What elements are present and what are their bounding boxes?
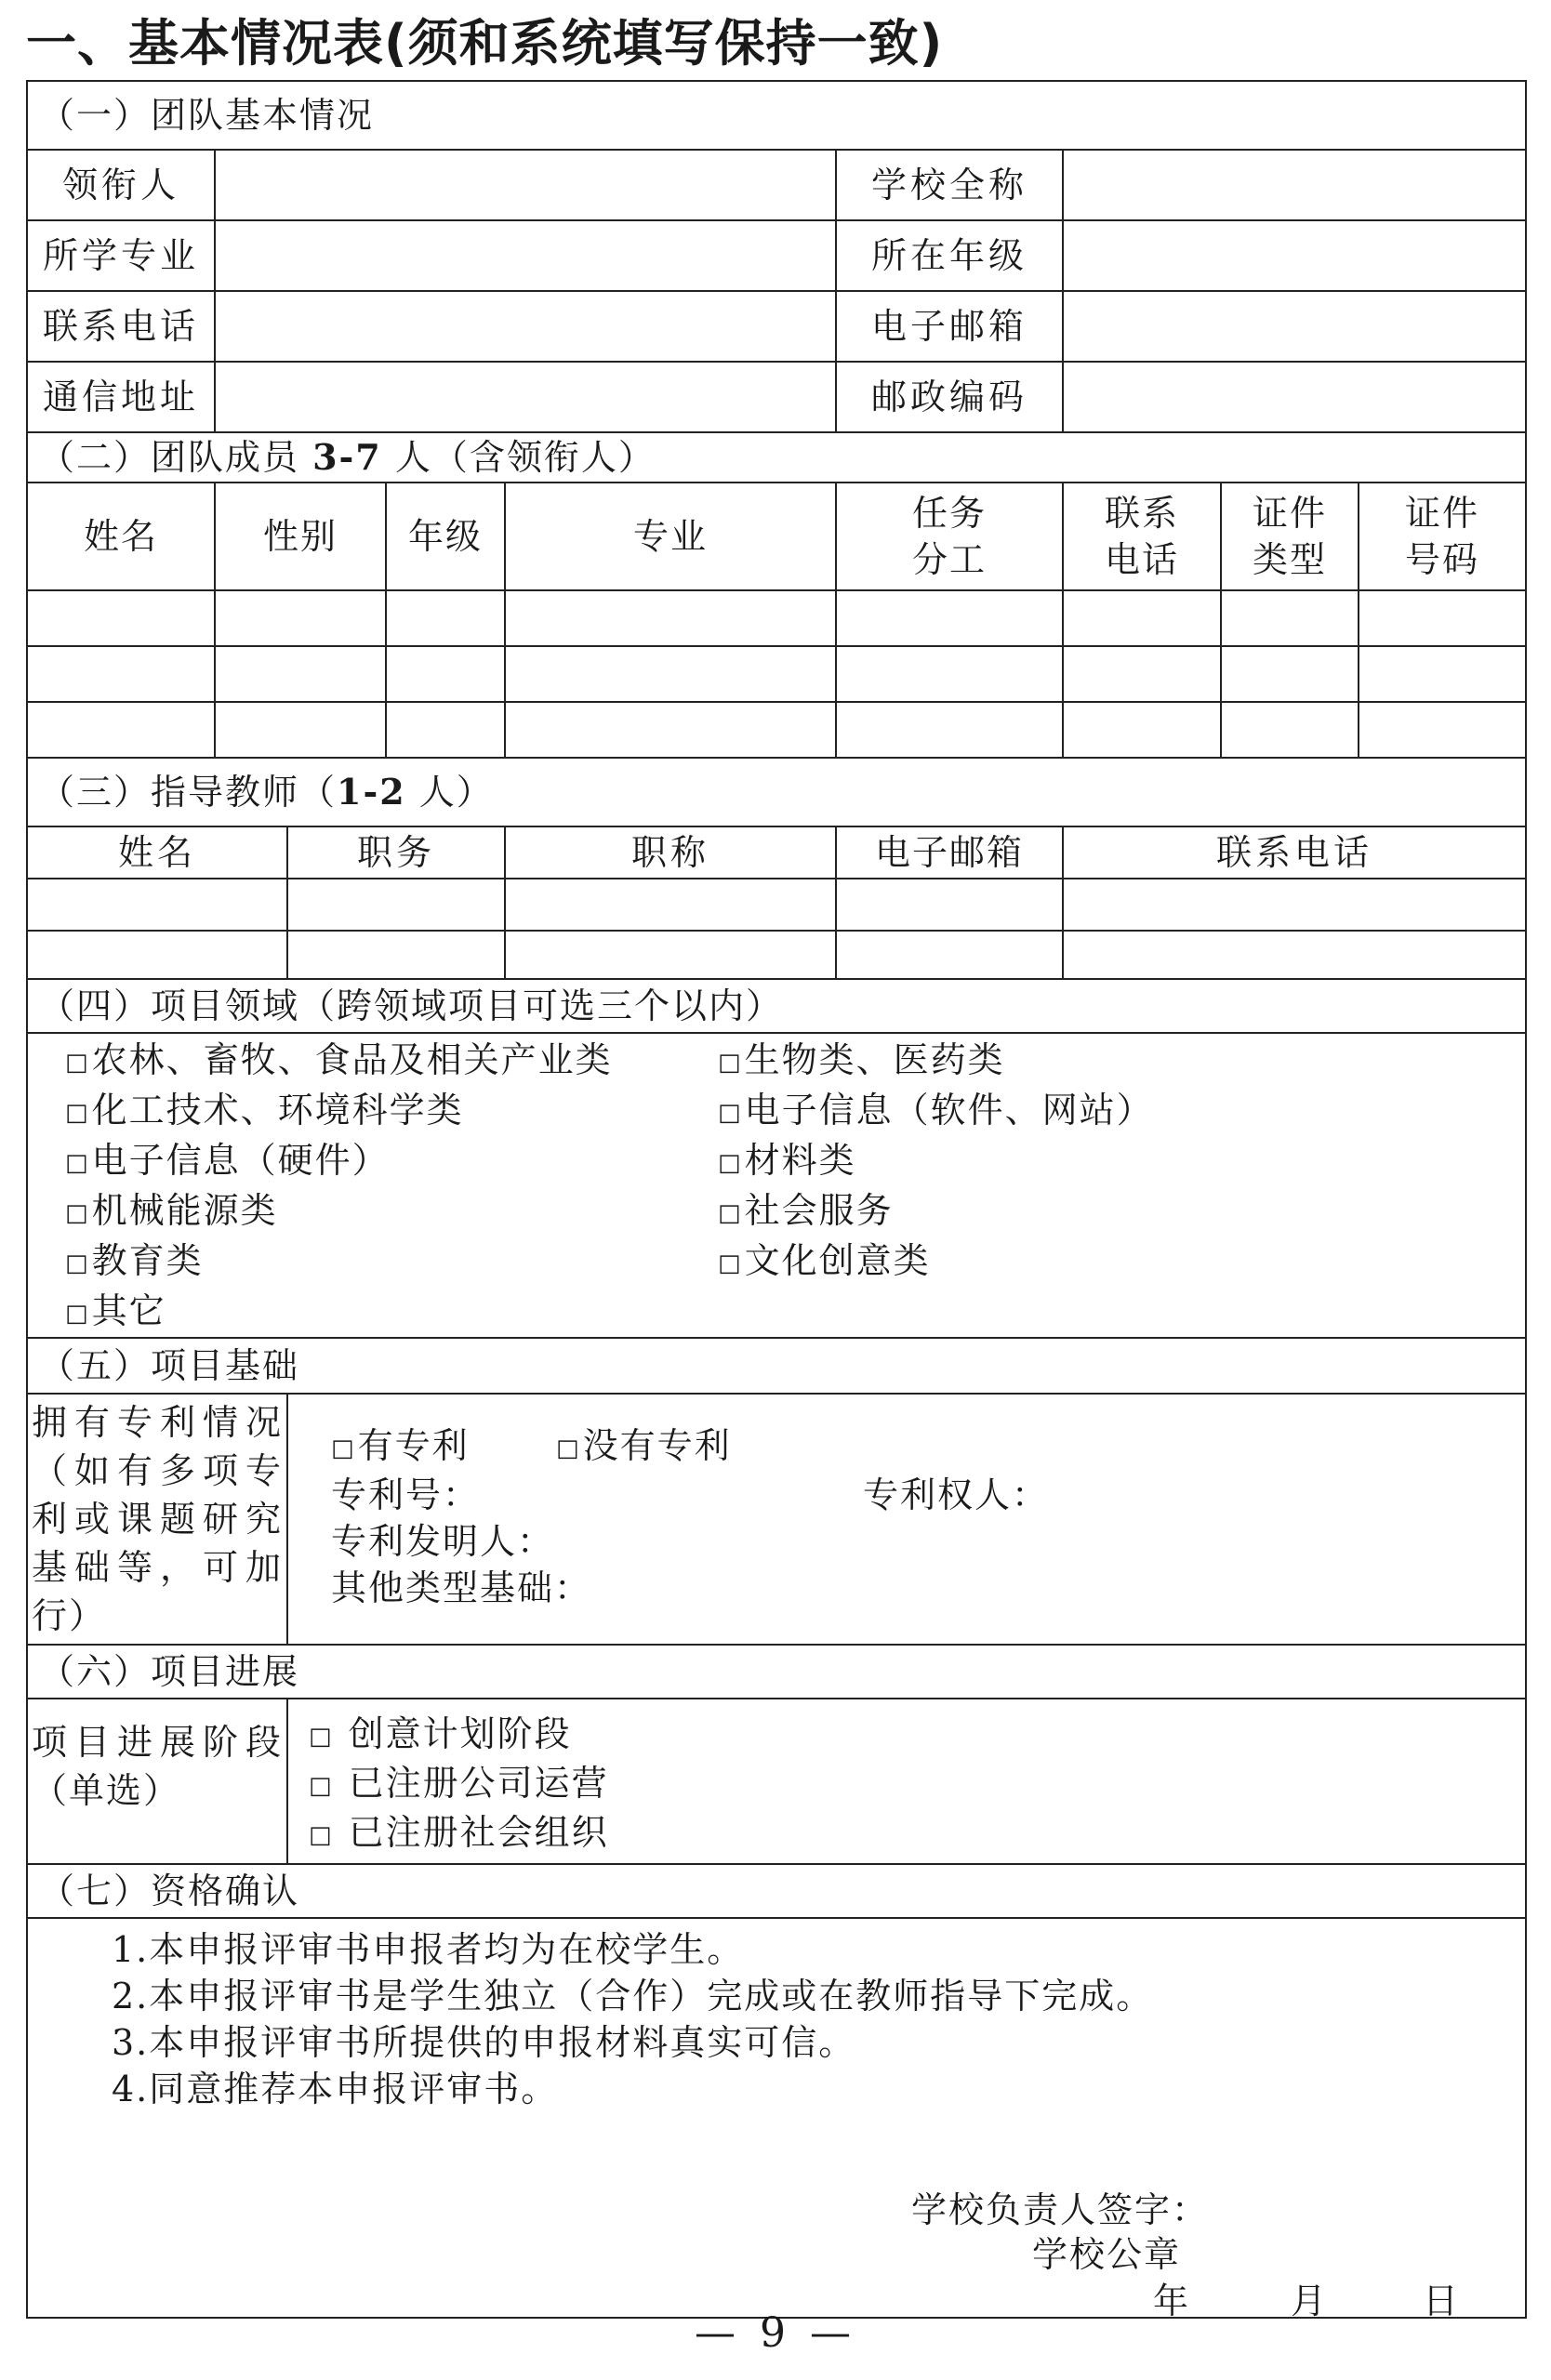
member-cell[interactable] (27, 702, 215, 758)
address-label: 通信地址 (27, 362, 215, 432)
checkbox-icon[interactable]: □ (309, 1772, 334, 1800)
member-cell[interactable] (836, 590, 1063, 646)
advisor-cell[interactable] (1063, 879, 1526, 931)
qualification-item: 4.同意推荐本申报评审书。 (112, 2069, 559, 2109)
domain-options (27, 1033, 1526, 1338)
no-patent-option[interactable]: □没有专利 (556, 1422, 732, 1472)
patent-owner-label: 专利权人： (863, 1474, 1050, 1515)
phone-label: 联系电话 (27, 291, 215, 362)
member-cell[interactable] (1359, 646, 1526, 702)
leader-field[interactable] (215, 150, 836, 220)
section-basis-title: （五）项目基础 (27, 1338, 1526, 1394)
page-number: — 9 — (695, 2309, 856, 2357)
member-cell[interactable] (27, 646, 215, 702)
member-cell[interactable] (27, 590, 215, 646)
member-cell[interactable] (1221, 590, 1359, 646)
email-field[interactable] (1063, 291, 1526, 362)
date-year-label: 年 (1153, 2281, 1191, 2318)
signature-label: 学校负责人签字： (911, 2189, 1210, 2230)
advisor-cell[interactable] (287, 931, 505, 979)
checkbox-icon[interactable]: □ (718, 1149, 743, 1177)
advisor-cell[interactable] (836, 931, 1063, 979)
checkbox-icon[interactable]: □ (718, 1250, 743, 1277)
checkbox-icon[interactable]: □ (331, 1435, 356, 1462)
domain-option-agriculture[interactable]: □农林、畜牧、食品及相关产业类 (65, 1038, 718, 1086)
progress-options (287, 1699, 1526, 1864)
qualification-item: 3.本申报评审书所提供的申报材料真实可信。 (112, 2022, 856, 2063)
basic-info-form (26, 80, 1527, 2319)
member-phone-header: 联系 电话 (1063, 483, 1221, 590)
school-name-field[interactable] (1063, 150, 1526, 220)
grade-label: 所在年级 (836, 220, 1063, 291)
date-day-label: 日 (1423, 2281, 1461, 2318)
advisor-cell[interactable] (505, 879, 836, 931)
progress-option-idea[interactable]: □ 创意计划阶段 (309, 1711, 1514, 1760)
seal-label: 学校公章 (1032, 2234, 1182, 2275)
checkbox-icon[interactable]: □ (718, 1049, 743, 1077)
qualification-content (27, 1918, 1526, 2318)
advisor-email-header: 电子邮箱 (836, 826, 1063, 879)
member-cell[interactable] (1221, 702, 1359, 758)
member-cell[interactable] (386, 646, 505, 702)
domain-option-materials[interactable]: □材料类 (718, 1138, 1488, 1186)
member-cell[interactable] (505, 590, 836, 646)
advisor-post-header: 职务 (287, 826, 505, 879)
school-name-label: 学校全称 (836, 150, 1063, 220)
member-cell[interactable] (1063, 590, 1221, 646)
progress-option-company[interactable]: □ 已注册公司运营 (309, 1760, 1514, 1809)
section-domain-title: （四）项目领域（跨领域项目可选三个以内） (27, 979, 1526, 1033)
patent-number-label: 专利号： (331, 1474, 481, 1515)
checkbox-icon[interactable]: □ (556, 1435, 581, 1462)
member-cell[interactable] (1359, 702, 1526, 758)
email-label: 电子邮箱 (836, 291, 1063, 362)
address-field[interactable] (215, 362, 836, 432)
member-cell[interactable] (215, 590, 386, 646)
table-row (27, 879, 1526, 931)
advisor-phone-header: 联系电话 (1063, 826, 1526, 879)
member-cell[interactable] (1221, 646, 1359, 702)
section-advisors-title: （三）指导教师（1-2 人） (27, 758, 1526, 826)
advisor-cell[interactable] (505, 931, 836, 979)
patent-status-label: 拥有专利情况（如有多项专利或课题研究基础等，可加行） (27, 1394, 287, 1645)
advisor-cell[interactable] (27, 879, 287, 931)
member-cell[interactable] (1063, 646, 1221, 702)
checkbox-icon[interactable]: □ (309, 1723, 334, 1751)
page-title: 一、基本情况表(须和系统填写保持一致) (26, 14, 944, 73)
domain-option-other[interactable]: □其它 (65, 1289, 718, 1337)
member-cell[interactable] (215, 702, 386, 758)
member-cell[interactable] (505, 646, 836, 702)
patent-details (287, 1394, 1526, 1645)
grade-field[interactable] (1063, 220, 1526, 291)
progress-option-social-org[interactable]: □ 已注册社会组织 (309, 1809, 1514, 1858)
member-cell[interactable] (386, 590, 505, 646)
domain-option-culture-creative[interactable]: □文化创意类 (718, 1238, 1488, 1287)
patent-inventor-label: 专利发明人： (331, 1521, 555, 1562)
postcode-field[interactable] (1063, 362, 1526, 432)
member-major-header: 专业 (505, 483, 836, 590)
has-patent-option[interactable]: □有专利 (331, 1422, 556, 1472)
checkbox-icon[interactable]: □ (65, 1199, 90, 1227)
advisor-cell[interactable] (836, 879, 1063, 931)
table-row (27, 590, 1526, 646)
leader-label: 领衔人 (27, 150, 215, 220)
member-cell[interactable] (836, 702, 1063, 758)
checkbox-icon[interactable]: □ (718, 1099, 743, 1127)
other-basis-label: 其他类型基础： (331, 1567, 592, 1608)
member-grade-header: 年级 (386, 483, 505, 590)
member-id-number-header: 证件 号码 (1359, 483, 1526, 590)
member-cell[interactable] (386, 702, 505, 758)
checkbox-icon[interactable]: □ (65, 1049, 90, 1077)
member-name-header: 姓名 (27, 483, 215, 590)
advisor-cell[interactable] (287, 879, 505, 931)
member-cell[interactable] (505, 702, 836, 758)
advisor-name-header: 姓名 (27, 826, 287, 879)
section-qualification-title: （七）资格确认 (27, 1864, 1526, 1918)
postcode-label: 邮政编码 (836, 362, 1063, 432)
major-field[interactable] (215, 220, 836, 291)
table-row (27, 646, 1526, 702)
domain-option-mechanical-energy[interactable]: □机械能源类 (65, 1188, 718, 1236)
table-row (27, 702, 1526, 758)
date-month-label: 月 (1291, 2281, 1329, 2318)
phone-field[interactable] (215, 291, 836, 362)
checkbox-icon[interactable]: □ (65, 1099, 90, 1127)
section-team-basic-title: （一）团队基本情况 (27, 81, 1526, 150)
member-cell[interactable] (215, 646, 386, 702)
domain-option-biomed[interactable]: □生物类、医药类 (718, 1038, 1488, 1086)
qualification-item: 1.本申报评审书申报者均为在校学生。 (112, 1929, 745, 1970)
domain-option-education[interactable]: □教育类 (65, 1238, 718, 1287)
member-task-header: 任务 分工 (836, 483, 1063, 590)
advisor-cell[interactable] (27, 931, 287, 979)
checkbox-icon[interactable]: □ (65, 1250, 90, 1277)
member-cell[interactable] (836, 646, 1063, 702)
advisor-title-header: 职称 (505, 826, 836, 879)
checkbox-icon[interactable]: □ (718, 1199, 743, 1227)
member-cell[interactable] (1063, 702, 1221, 758)
major-label: 所学专业 (27, 220, 215, 291)
member-gender-header: 性别 (215, 483, 386, 590)
domain-option-electronic-software[interactable]: □电子信息（软件、网站） (718, 1088, 1488, 1136)
section-progress-title: （六）项目进展 (27, 1645, 1526, 1699)
section-team-members-title: （二）团队成员 3-7 人（含领衔人） (27, 432, 1526, 483)
checkbox-icon[interactable]: □ (65, 1300, 90, 1328)
table-row (27, 931, 1526, 979)
progress-stage-label: 项目进展阶段（单选） (27, 1699, 287, 1864)
member-cell[interactable] (1359, 590, 1526, 646)
advisor-cell[interactable] (1063, 931, 1526, 979)
signature-block (112, 2112, 1506, 2317)
domain-option-chemical-env[interactable]: □化工技术、环境科学类 (65, 1088, 718, 1136)
domain-option-electronic-hardware[interactable]: □电子信息（硬件） (65, 1138, 718, 1186)
checkbox-icon[interactable]: □ (309, 1821, 334, 1849)
qualification-item: 2.本申报评审书是学生独立（合作）完成或在教师指导下完成。 (112, 1976, 1154, 2016)
member-id-type-header: 证件 类型 (1221, 483, 1359, 590)
domain-option-social-service[interactable]: □社会服务 (718, 1188, 1488, 1236)
checkbox-icon[interactable]: □ (65, 1149, 90, 1177)
